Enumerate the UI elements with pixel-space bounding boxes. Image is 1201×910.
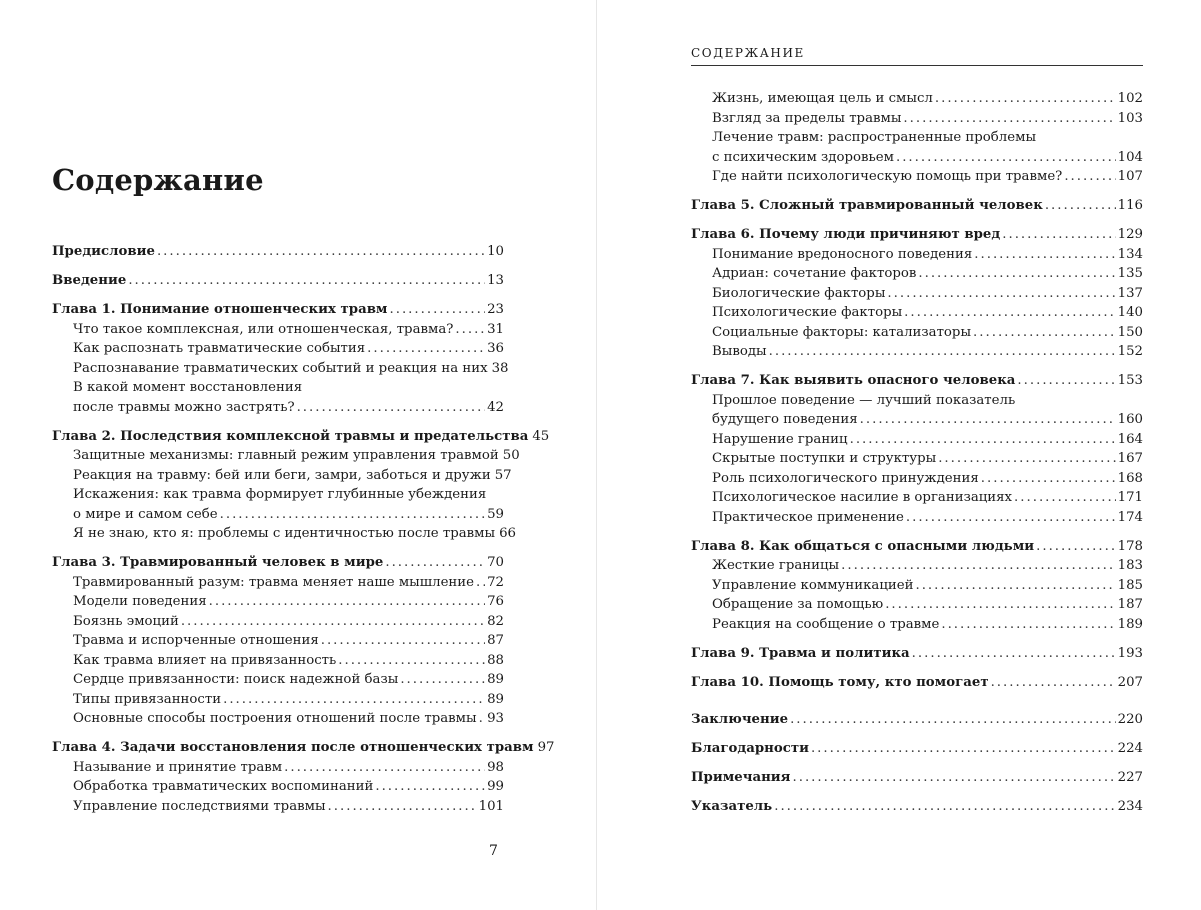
leader-dots bbox=[1064, 167, 1115, 187]
toc-entry bbox=[691, 576, 1143, 596]
toc-entry-page: 234 bbox=[1117, 799, 1143, 814]
toc-entry-page: 103 bbox=[1117, 110, 1143, 126]
toc-list-right bbox=[691, 89, 1143, 817]
toc-entry bbox=[691, 323, 1143, 343]
toc-entry-page: 227 bbox=[1117, 770, 1143, 785]
leader-dots bbox=[321, 631, 485, 651]
toc-entry-page: 134 bbox=[1117, 246, 1143, 262]
toc-entry-line1 bbox=[52, 485, 504, 505]
toc-entry-label: Боязнь эмоций bbox=[73, 613, 179, 629]
toc-entry-label: Травма и испорченные отношения bbox=[73, 633, 319, 648]
toc-entry-page: 135 bbox=[1117, 266, 1143, 281]
toc-entry-page: 50 bbox=[502, 448, 520, 463]
leader-dots bbox=[941, 615, 1115, 635]
toc-entry-page: 140 bbox=[1117, 305, 1143, 320]
leader-dots bbox=[223, 690, 485, 710]
toc-entry bbox=[52, 300, 504, 320]
toc-entry-label: Искажения: как травма формирует глубинные убеждения bbox=[73, 487, 487, 502]
leader-dots bbox=[284, 758, 485, 778]
leader-dots bbox=[476, 573, 485, 593]
toc-entry-label: Глава 8. Как общаться с опасными людьми bbox=[691, 538, 1035, 554]
leader-dots bbox=[793, 768, 1116, 788]
toc-entry-page: 97 bbox=[537, 740, 555, 755]
leader-dots bbox=[974, 245, 1115, 265]
toc-entry-label: Адриан: сочетание факторов bbox=[712, 266, 917, 281]
toc-entry bbox=[691, 303, 1143, 323]
toc-entry bbox=[52, 524, 517, 544]
leader-dots bbox=[479, 709, 486, 729]
toc-entry bbox=[52, 592, 504, 612]
toc-entry bbox=[52, 359, 509, 379]
toc-entry-page: 167 bbox=[1117, 451, 1143, 466]
leader-dots bbox=[904, 303, 1115, 323]
toc-entry bbox=[52, 271, 504, 291]
toc-entry-label: Основные способы построения отношений после травмы bbox=[73, 711, 477, 726]
leader-dots bbox=[1014, 488, 1116, 508]
running-head: СОДЕРЖАНИЕ bbox=[691, 46, 1143, 66]
toc-entry-label: Глава 7. Как выявить опасного человека bbox=[691, 373, 1016, 388]
toc-entry bbox=[52, 320, 504, 340]
toc-entry-label: Как травма влияет на привязанность bbox=[73, 652, 337, 668]
leader-dots bbox=[912, 644, 1116, 664]
toc-entry-label: Реакция на сообщение о травме bbox=[712, 616, 940, 632]
leader-dots bbox=[455, 320, 485, 340]
toc-entry-page: 129 bbox=[1117, 227, 1143, 242]
leader-dots bbox=[885, 595, 1115, 615]
toc-entry-label: Травмированный разум: травма меняет наше мышление bbox=[73, 574, 475, 590]
toc-entry-page: 189 bbox=[1117, 616, 1143, 632]
toc-entry-page: 89 bbox=[487, 672, 504, 687]
toc-entry bbox=[52, 651, 504, 671]
toc-entry bbox=[691, 371, 1143, 391]
toc-entry bbox=[52, 738, 555, 758]
leader-dots bbox=[915, 576, 1115, 596]
toc-entry-label: Предисловие bbox=[52, 244, 155, 259]
toc-entry-label: Управление коммуникацией bbox=[712, 577, 914, 593]
leader-dots bbox=[991, 673, 1116, 693]
toc-entry-label: Распознавание травматических событий и реакция на них bbox=[73, 360, 488, 376]
toc-entry-page: 137 bbox=[1117, 285, 1143, 301]
leader-dots bbox=[841, 556, 1115, 576]
toc-entry-page: 185 bbox=[1117, 577, 1143, 593]
toc-entry-label: Прошлое поведение — лучший показатель bbox=[712, 392, 1016, 408]
toc-entry-label: Что такое комплексная, или отношенческая, травма? bbox=[73, 321, 454, 337]
toc-entry-label: Обращение за помощью bbox=[712, 597, 884, 612]
leader-dots bbox=[860, 410, 1116, 430]
leader-dots bbox=[385, 553, 485, 573]
toc-entry bbox=[52, 777, 504, 797]
toc-entry-page: 168 bbox=[1117, 470, 1143, 486]
leader-dots bbox=[220, 505, 485, 525]
leader-dots bbox=[973, 323, 1116, 343]
toc-entry-label: Психологическое насилие в организациях bbox=[712, 490, 1013, 505]
toc-entry-page: 107 bbox=[1117, 169, 1143, 184]
toc-entry bbox=[691, 710, 1143, 730]
toc-entry bbox=[52, 466, 512, 486]
toc-entry bbox=[52, 505, 504, 525]
toc-list-left bbox=[52, 242, 555, 816]
leader-dots bbox=[811, 739, 1116, 759]
toc-entry-label: Примечания bbox=[691, 770, 791, 785]
toc-entry-page: 178 bbox=[1117, 538, 1143, 554]
toc-entry bbox=[691, 89, 1143, 109]
toc-entry-page: 10 bbox=[487, 244, 504, 259]
leader-dots bbox=[769, 342, 1116, 362]
leader-dots bbox=[938, 449, 1115, 469]
toc-entry-page: 193 bbox=[1117, 645, 1143, 661]
toc-entry bbox=[52, 612, 504, 632]
toc-entry-page: 101 bbox=[478, 798, 504, 814]
toc-entry-label: Защитные механизмы: главный режим управления травмой bbox=[73, 448, 499, 463]
leader-dots bbox=[981, 469, 1116, 489]
toc-entry-page: 150 bbox=[1117, 324, 1143, 340]
toc-entry-page: 66 bbox=[499, 526, 517, 541]
toc-entry-label: Глава 10. Помощь тому, кто помогает bbox=[691, 674, 989, 690]
leader-dots bbox=[1017, 371, 1115, 391]
toc-entry bbox=[691, 225, 1143, 245]
toc-entry-label: Скрытые поступки и структуры bbox=[712, 451, 937, 466]
leader-dots bbox=[1036, 537, 1115, 557]
toc-entry-page: 187 bbox=[1117, 597, 1143, 612]
toc-entry-label: Выводы bbox=[712, 344, 767, 359]
toc-entry-page: 13 bbox=[487, 273, 504, 288]
toc-entry-page: 89 bbox=[487, 691, 504, 707]
toc-entry-label: Глава 3. Травмированный человек в мире bbox=[52, 555, 384, 570]
toc-entry-page: 207 bbox=[1117, 674, 1143, 690]
toc-entry bbox=[691, 430, 1143, 450]
toc-entry-page: 38 bbox=[491, 360, 509, 376]
leader-dots bbox=[918, 264, 1115, 284]
leader-dots bbox=[400, 670, 485, 690]
toc-entry-page: 87 bbox=[487, 633, 504, 648]
toc-entry-label: Жизнь, имеющая цель и смысл bbox=[712, 91, 933, 106]
toc-entry-page: 88 bbox=[487, 652, 504, 668]
toc-entry-line1 bbox=[52, 378, 504, 398]
toc-entry bbox=[691, 739, 1143, 759]
toc-entry bbox=[52, 631, 504, 651]
toc-entry-line1 bbox=[691, 391, 1143, 411]
toc-entry-label: Глава 5. Сложный травмированный человек bbox=[691, 198, 1043, 213]
toc-entry-label: Управление последствиями травмы bbox=[73, 798, 326, 814]
toc-entry-label: с психическим здоровьем bbox=[712, 149, 894, 165]
toc-entry bbox=[691, 284, 1143, 304]
leader-dots bbox=[887, 284, 1115, 304]
toc-entry-label: Глава 1. Понимание отношенческих травм bbox=[52, 302, 388, 317]
toc-entry bbox=[691, 615, 1143, 635]
toc-entry-label: после травмы можно застрять? bbox=[73, 399, 295, 415]
toc-entry bbox=[52, 242, 504, 262]
toc-entry-label: Социальные факторы: катализаторы bbox=[712, 324, 972, 340]
toc-entry-page: 220 bbox=[1117, 712, 1143, 727]
toc-entry-label: Как распознать травматические события bbox=[73, 341, 366, 356]
toc-entry-label: Понимание вредоносного поведения bbox=[712, 246, 973, 262]
toc-entry-label: Биологические факторы bbox=[712, 285, 886, 301]
toc-entry-page: 76 bbox=[487, 594, 504, 609]
toc-entry-page: 104 bbox=[1117, 149, 1143, 165]
leader-dots bbox=[896, 148, 1116, 168]
toc-entry-page: 23 bbox=[487, 302, 504, 317]
toc-entry-label: Заключение bbox=[691, 712, 789, 727]
toc-entry bbox=[52, 670, 504, 690]
toc-entry-label: Сердце привязанности: поиск надежной базы bbox=[73, 672, 399, 687]
toc-entry bbox=[691, 797, 1143, 817]
toc-entry-page: 57 bbox=[494, 467, 512, 483]
toc-entry-label: В какой момент восстановления bbox=[73, 380, 303, 395]
toc-entry bbox=[691, 469, 1143, 489]
toc-entry-page: 98 bbox=[487, 759, 504, 775]
toc-entry-page: 171 bbox=[1117, 490, 1143, 505]
toc-entry-page: 152 bbox=[1117, 344, 1143, 359]
toc-entry-page: 42 bbox=[487, 399, 504, 415]
toc-entry-label: Модели поведения bbox=[73, 594, 207, 609]
toc-entry bbox=[691, 768, 1143, 788]
toc-entry bbox=[52, 709, 504, 729]
leader-dots bbox=[338, 651, 485, 671]
toc-entry-line1 bbox=[691, 128, 1143, 148]
leader-dots bbox=[297, 398, 486, 418]
toc-entry-page: 183 bbox=[1117, 558, 1143, 573]
leader-dots bbox=[790, 710, 1116, 730]
toc-entry-page: 72 bbox=[487, 574, 504, 590]
toc-entry bbox=[691, 264, 1143, 284]
leader-dots bbox=[935, 89, 1116, 109]
leader-dots bbox=[209, 592, 485, 612]
leader-dots bbox=[774, 797, 1115, 817]
toc-entry-label: Глава 9. Травма и политика bbox=[691, 645, 910, 661]
right-page bbox=[597, 0, 1201, 910]
toc-entry-label: Реакция на травму: бей или беги, замри, заботься и дружи bbox=[73, 467, 491, 483]
toc-entry-label: будущего поведения bbox=[712, 412, 858, 427]
toc-entry-page: 93 bbox=[487, 711, 504, 726]
leader-dots bbox=[903, 109, 1115, 129]
toc-entry-page: 99 bbox=[487, 779, 504, 794]
toc-entry-page: 102 bbox=[1117, 91, 1143, 106]
toc-entry bbox=[691, 488, 1143, 508]
toc-entry bbox=[691, 449, 1143, 469]
toc-entry-page: 224 bbox=[1117, 741, 1143, 756]
toc-entry-label: о мире и самом себе bbox=[73, 506, 218, 522]
toc-entry-label: Глава 2. Последствия комплексной травмы и предательства bbox=[52, 428, 529, 444]
leader-dots bbox=[128, 271, 485, 291]
toc-entry-label: Роль психологического принуждения bbox=[712, 470, 979, 486]
toc-entry-label: Практическое применение bbox=[712, 509, 904, 525]
toc-entry bbox=[691, 410, 1143, 430]
toc-entry-label: Указатель bbox=[691, 799, 773, 814]
toc-entry-page: 59 bbox=[487, 506, 504, 522]
leader-dots bbox=[328, 797, 477, 817]
toc-entry-page: 31 bbox=[487, 321, 504, 337]
toc-entry-page: 36 bbox=[487, 341, 504, 356]
toc-entry-label: Обработка травматических воспоминаний bbox=[73, 779, 374, 794]
toc-entry bbox=[52, 797, 504, 817]
toc-entry bbox=[691, 148, 1143, 168]
toc-entry-page: 174 bbox=[1117, 509, 1143, 525]
leader-dots bbox=[375, 777, 485, 797]
leader-dots bbox=[906, 508, 1116, 528]
toc-entry-label: Введение bbox=[52, 273, 127, 288]
leader-dots bbox=[1045, 196, 1116, 216]
toc-entry bbox=[52, 553, 504, 573]
toc-entry-label: Взгляд за пределы травмы bbox=[712, 110, 902, 126]
toc-entry bbox=[691, 245, 1143, 265]
toc-entry bbox=[691, 556, 1143, 576]
leader-dots bbox=[157, 242, 485, 262]
toc-entry bbox=[52, 758, 504, 778]
toc-entry-label: Психологические факторы bbox=[712, 305, 903, 320]
toc-entry-label: Лечение травм: распространенные проблемы bbox=[712, 130, 1037, 145]
toc-entry bbox=[691, 167, 1143, 187]
toc-entry bbox=[691, 537, 1143, 557]
page-number: 7 bbox=[489, 843, 498, 859]
toc-entry-page: 164 bbox=[1117, 431, 1143, 447]
toc-entry-label: Благодарности bbox=[691, 741, 809, 756]
toc-entry-label: Я не знаю, кто я: проблемы с идентичностью после травмы bbox=[73, 526, 496, 541]
toc-entry bbox=[691, 595, 1143, 615]
toc-entry bbox=[691, 673, 1143, 693]
toc-entry-label: Называние и принятие травм bbox=[73, 759, 283, 775]
toc-entry-label: Типы привязанности bbox=[73, 691, 222, 707]
toc-entry bbox=[52, 573, 504, 593]
toc-entry-page: 82 bbox=[487, 613, 504, 629]
toc-entry bbox=[52, 427, 550, 447]
toc-entry bbox=[52, 339, 504, 359]
leader-dots bbox=[367, 339, 485, 359]
toc-entry-page: 153 bbox=[1117, 373, 1143, 388]
toc-entry bbox=[691, 644, 1143, 664]
toc-entry bbox=[52, 446, 520, 466]
page-title: Содержание bbox=[52, 163, 264, 197]
toc-entry-label: Где найти психологическую помощь при травме? bbox=[712, 169, 1063, 184]
leader-dots bbox=[1002, 225, 1115, 245]
toc-entry-page: 116 bbox=[1117, 198, 1143, 213]
toc-entry bbox=[691, 196, 1143, 216]
toc-entry-label: Глава 6. Почему люди причиняют вред bbox=[691, 227, 1001, 242]
toc-entry bbox=[52, 690, 504, 710]
toc-entry-page: 160 bbox=[1117, 412, 1143, 427]
leader-dots bbox=[389, 300, 485, 320]
toc-entry-label: Нарушение границ bbox=[712, 431, 848, 447]
toc-entry-label: Жесткие границы bbox=[712, 558, 840, 573]
toc-entry bbox=[691, 342, 1143, 362]
left-page bbox=[0, 0, 597, 910]
leader-dots bbox=[181, 612, 485, 632]
toc-entry-label: Глава 4. Задачи восстановления после отношенческих травм bbox=[52, 740, 534, 755]
toc-entry bbox=[52, 398, 504, 418]
toc-entry-page: 70 bbox=[487, 555, 504, 570]
toc-entry bbox=[691, 508, 1143, 528]
toc-entry bbox=[691, 109, 1143, 129]
toc-entry-page: 45 bbox=[532, 428, 550, 444]
leader-dots bbox=[850, 430, 1116, 450]
